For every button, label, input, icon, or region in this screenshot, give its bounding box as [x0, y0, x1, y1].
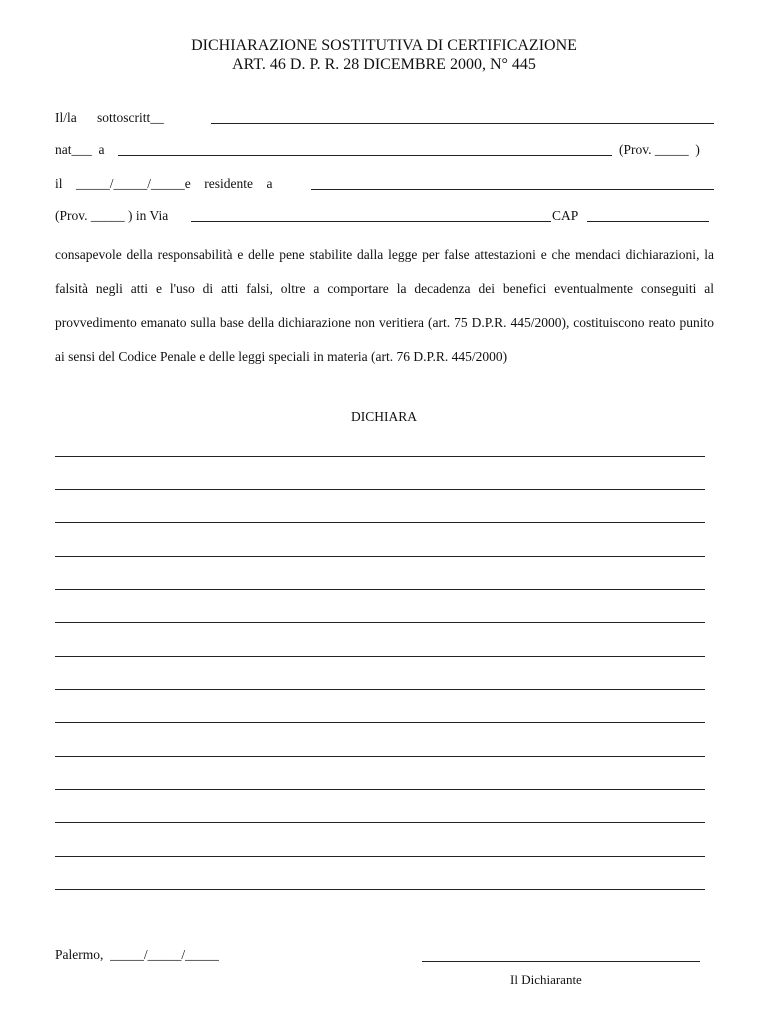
- birthplace-field[interactable]: [118, 155, 612, 156]
- declaration-line[interactable]: [55, 656, 705, 657]
- document-subtitle: ART. 46 D. P. R. 28 DICEMBRE 2000, N° 445: [232, 56, 536, 73]
- birthdate-residence-label: il _____/_____/_____e residente a: [55, 176, 273, 191]
- declaration-line[interactable]: [55, 722, 705, 723]
- declaration-line[interactable]: [55, 856, 705, 857]
- dichiara-heading: DICHIARA: [351, 409, 417, 424]
- cap-label: CAP: [552, 208, 579, 223]
- declaration-line[interactable]: [55, 889, 705, 890]
- declaration-line[interactable]: [55, 756, 705, 757]
- declaration-line[interactable]: [55, 822, 705, 823]
- declaration-line[interactable]: [55, 689, 705, 690]
- residence-city-field[interactable]: [311, 189, 714, 190]
- birth-province-label: (Prov. _____ ): [619, 142, 700, 157]
- signature-label: Il Dichiarante: [510, 972, 582, 987]
- declaration-line[interactable]: [55, 789, 705, 790]
- cap-field[interactable]: [587, 221, 709, 222]
- document-title: DICHIARAZIONE SOSTITUTIVA DI CERTIFICAZIONE: [191, 37, 577, 54]
- signature-line[interactable]: [422, 961, 700, 962]
- street-label: (Prov. _____ ) in Via: [55, 208, 169, 223]
- declaration-line[interactable]: [55, 556, 705, 557]
- place-date[interactable]: Palermo, _____/_____/_____: [55, 947, 219, 962]
- street-field[interactable]: [191, 221, 551, 222]
- sottoscritto-label: Il/la sottoscritt__: [55, 110, 164, 125]
- liability-paragraph: consapevole della responsabilità e delle pene stabilite dalla legge per false attestazioni e che mendaci dichiarazioni, la falsità negli atti e l'uso di atti falsi, oltre a comportare la decadenza dei benefici eventualmente conseguiti al provvedimento emanato sulla base della dichiarazione non veritiera (art. 75 D.P.R. 445/2000), costituiscono reato punito ai sensi del Codice Penale e delle leggi speciali in materia (art. 76 D.P.R. 445/2000): [55, 247, 714, 364]
- declaration-line[interactable]: [55, 589, 705, 590]
- birthplace-label: nat___ a: [55, 142, 105, 157]
- name-field[interactable]: [211, 123, 714, 124]
- declaration-line[interactable]: [55, 489, 705, 490]
- declaration-line[interactable]: [55, 522, 705, 523]
- declaration-line[interactable]: [55, 622, 705, 623]
- declaration-line[interactable]: [55, 456, 705, 457]
